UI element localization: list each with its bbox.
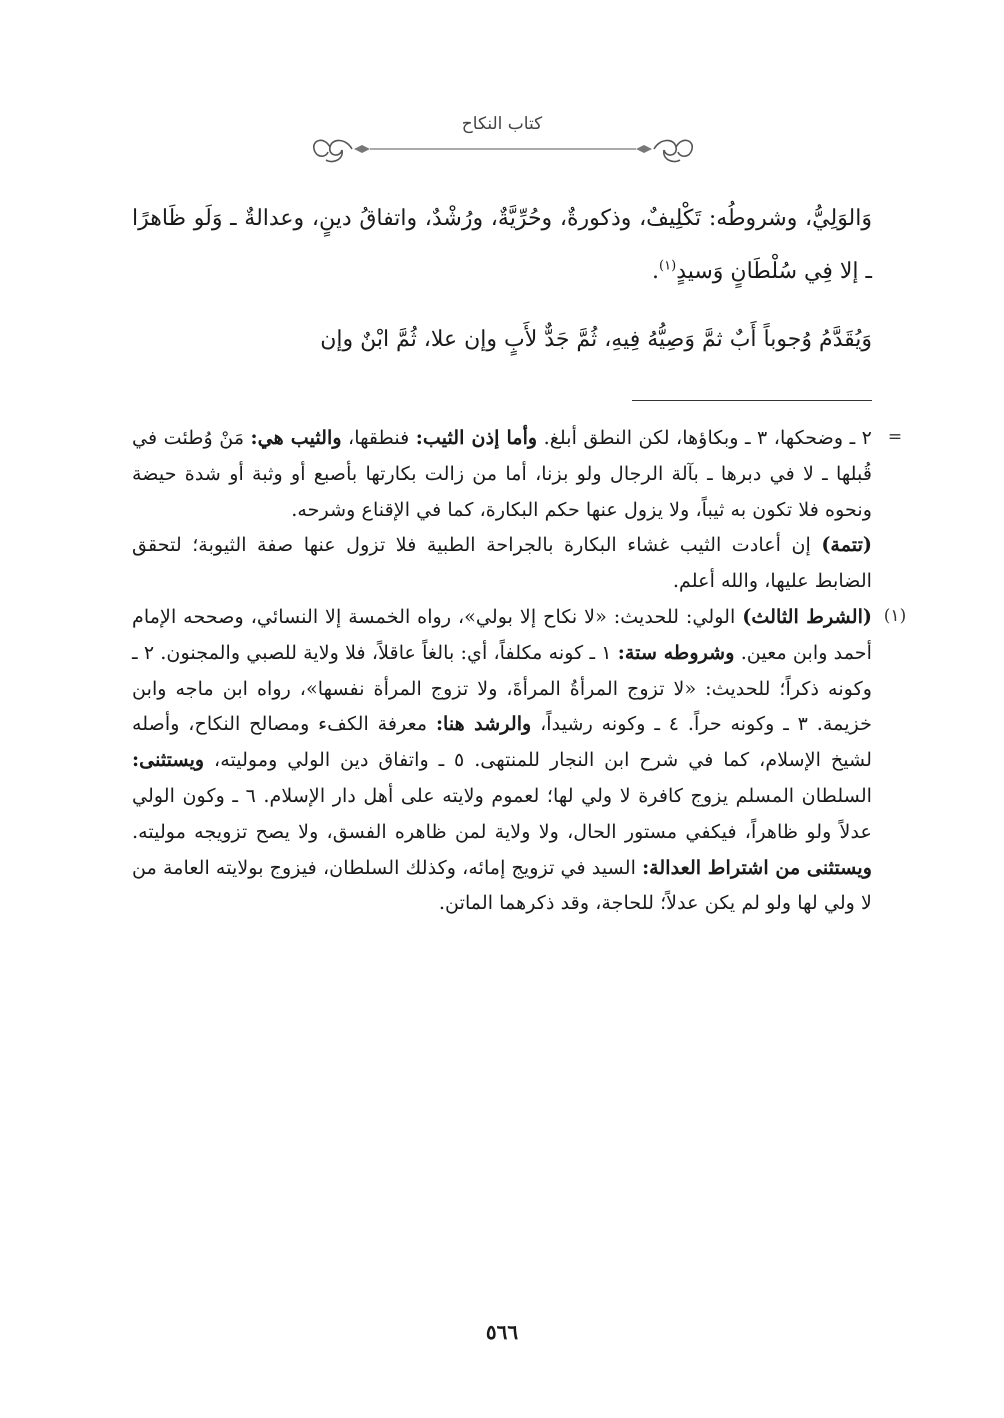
footnote-text: السيد في تزويج إمائه، وكذلك السلطان، فيزوج بولايته العامة من لا ولي لها ولو لم يكن عدلاً؛ للحاجة، وقد ذكرهما الماتن. bbox=[132, 855, 872, 915]
footnote-text: معرفة الكفء ومصالح النكاح، وأصله لشيخ الإسلام، كما في شرح ابن النجار للمنتهى. ٥ ـ واتفاق دين الولي وموليته، bbox=[132, 712, 872, 772]
footnote-text: ٢ ـ وضحكها، ٣ ـ وبكاؤها، لكن النطق أبلغ. bbox=[537, 426, 872, 449]
continuation-marker: = bbox=[887, 427, 903, 447]
footnote-text: السلطان المسلم يزوج كافرة لا ولي لها؛ لعموم ولايته على أهل دار الإسلام. ٦ ـ وكون الولي عدلاً ولو ظاهراً، فيكفي مستور الحال، ولا ولاية لمن ظاهره الفسق، ولا يصح تزويجه موليته. bbox=[132, 783, 872, 843]
footnote-text: فنطقها، bbox=[341, 426, 416, 449]
footnote-1-marker: (١) bbox=[883, 605, 907, 626]
main-paragraph-1-end: . bbox=[652, 259, 660, 284]
main-paragraph-2: وَيُقَدَّمُ وُجوباً أَبٌ ثمَّ وَصِيُّهُ فِيهِ، ثُمَّ جَدٌّ لأَبٍ وإن علا، ثُمَّ ابْنٌ وإن bbox=[320, 327, 872, 352]
footnote-text: مَنْ وُطئت في قُبلها ـ لا في دبرها ـ بآلة الرجال ولو بزنا، أما من زالت بكارتها بأصبع أو وثبة أو شدة حيضة ونحوه فلا تكون به ثيباً، ولا يزول عنها حكم البكارة، كما في الإقناع وشرحه. bbox=[132, 426, 872, 521]
footnote-ref-1: (١) bbox=[659, 258, 677, 274]
footnote-text: إن أعادت الثيب غشاء البكارة بالجراحة الطبية فلا تزول عنها صفة الثيوبة؛ لتحقق الضابط عليها، والله أعلم. bbox=[132, 533, 872, 593]
footnote-text: الولي: للحديث: «لا نكاح إلا بولي»، رواه الخمسة إلا النسائي، وصححه الإمام أحمد وابن معين. bbox=[132, 604, 872, 664]
footnote-1 bbox=[132, 599, 907, 921]
footnote-bold: ويستثنى: bbox=[132, 748, 205, 772]
footnote-bold: والثيب هي: bbox=[250, 426, 342, 449]
footnote-bold: ويستثنى من اشتراط العدالة: bbox=[642, 855, 872, 879]
main-paragraph-1 bbox=[132, 192, 872, 298]
footnotes bbox=[132, 420, 907, 921]
footnote-text: ١ ـ كونه مكلفاً، أي: بالغاً عاقلاً، فلا ولاية للصبي والمجنون. ٢ ـ وكونه ذكراً؛ للحديث: «لا تزوج المرأةُ المرأةَ، ولا تزوج المرأة نفسها»، رواه ابن ماجه وابن خزيمة. ٣ ـ وكونه حراً. ٤ ـ وكونه رشيداً، bbox=[132, 640, 873, 736]
page-number: ٥٦٦ bbox=[485, 1320, 519, 1344]
header-ornament-icon bbox=[308, 132, 698, 166]
footnote-continuation bbox=[132, 420, 903, 527]
running-header bbox=[0, 112, 1004, 172]
main-paragraph-1-text: وَالوَلِيُّ، وشروطُه: تَكْلِيفٌ، وذكورةٌ، وحُرِّيَّةٌ، ورُشْدٌ، واتفاقُ دينٍ، وعدالةٌ ـ وَلَو ظَاهرًا ـ إلا فِي سُلْطَانٍ وَسيدٍ bbox=[132, 206, 872, 284]
footnote-bold: (تتمة) bbox=[821, 533, 872, 557]
footnote-bold: وأما إذن الثيب: bbox=[415, 426, 538, 449]
footnote-continuation-tatimma bbox=[132, 527, 872, 599]
main-text bbox=[132, 192, 872, 366]
header-title: كتاب النكاح bbox=[461, 114, 543, 134]
footnote-bold: وشروطه ستة: bbox=[617, 640, 735, 664]
footnote-bold: (الشرط الثالث) bbox=[742, 604, 872, 628]
footnote-separator bbox=[632, 400, 872, 401]
footnote-bold: والرشد هنا: bbox=[435, 712, 532, 736]
